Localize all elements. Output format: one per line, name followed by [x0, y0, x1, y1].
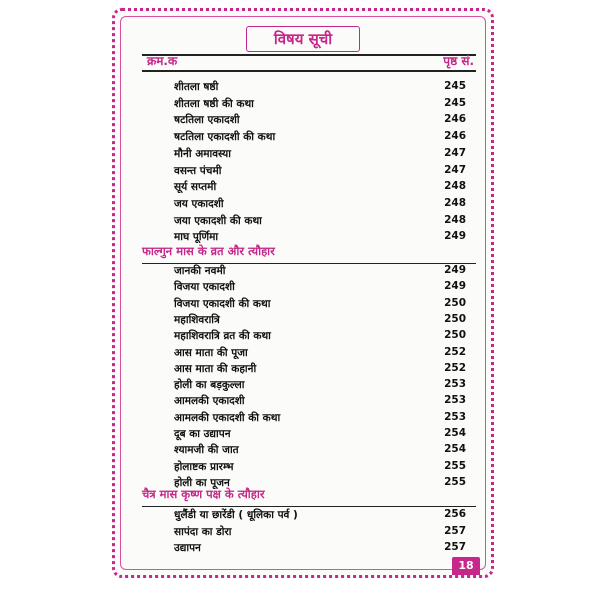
contents-row-title: आमलकी एकादशी की कथा [174, 411, 281, 424]
contents-row-title: शीतला षष्ठी की कथा [174, 97, 254, 110]
contents-row-page: 255 [444, 459, 466, 472]
contents-row-title: सापंदा का डोरा [174, 525, 232, 538]
contents-row-page: 252 [444, 361, 466, 374]
contents-row-title: माघ पूर्णिमा [174, 231, 219, 244]
contents-row-title: विजया एकादशी की कथा [174, 297, 271, 310]
page-title: विषय सूची [273, 30, 333, 48]
contents-row [174, 411, 466, 427]
contents-row-title: विजया एकादशी [174, 281, 235, 294]
contents-row-title: महाशिवरात्रि [174, 313, 220, 326]
contents-row-title: महाशिवरात्रि व्रत की कथा [174, 330, 271, 343]
contents-row-title: होली का बड़कुल्ला [174, 379, 245, 392]
contents-row-page: 250 [444, 296, 466, 309]
contents-row [174, 313, 466, 329]
contents-row-page: 257 [444, 524, 466, 537]
contents-row-page: 247 [444, 146, 466, 159]
contents-row-title: होलाष्टक प्रारम्भ [174, 460, 234, 473]
contents-row [174, 180, 466, 196]
contents-row-page: 248 [444, 196, 466, 209]
page-number-badge: 18 [452, 557, 480, 575]
contents-row [174, 80, 466, 96]
contents-row [174, 541, 466, 557]
contents-row [174, 113, 466, 129]
contents-row-page: 245 [444, 80, 466, 92]
contents-row [174, 508, 466, 524]
contents-row-title: जानकी नवमी [174, 265, 226, 277]
contents-row-page: 246 [444, 130, 466, 143]
contents-row-page: 253 [444, 378, 466, 391]
contents-row-page: 246 [444, 113, 466, 126]
contents-row-title: श्यामजी की जात [174, 444, 239, 457]
contents-row-page: 247 [444, 163, 466, 176]
contents-row-page: 245 [444, 96, 466, 109]
contents-row-page: 254 [444, 427, 466, 439]
contents-row-page: 249 [444, 280, 466, 293]
contents-row-page: 256 [444, 508, 466, 520]
contents-row [174, 525, 466, 541]
contents-row [174, 297, 466, 313]
contents-row-title: वसन्त पंचमी [174, 164, 222, 177]
section-rule-falgun [142, 263, 476, 264]
contents-row-title: होली का पूजन [174, 476, 230, 489]
section-heading-falgun: फाल्गुन मास के व्रत और त्यौहार [142, 244, 275, 258]
column-header-serial: क्रम.क [147, 54, 178, 68]
contents-row-title: सूर्य सप्तमी [174, 181, 217, 194]
contents-row-title: आस माता की कहानी [174, 362, 257, 375]
contents-row [174, 443, 466, 459]
contents-row [174, 264, 466, 280]
contents-row-page: 248 [444, 213, 466, 226]
contents-row-page: 253 [444, 394, 466, 407]
contents-row-title: जया एकादशी की कथा [174, 214, 262, 227]
contents-row-page: 255 [444, 475, 466, 488]
contents-row [174, 97, 466, 113]
contents-row [174, 362, 466, 378]
section-heading-chaitra: चैत्र मास कृष्ण पक्ष के त्यौहार [142, 487, 265, 501]
contents-row-title: आमलकी एकादशी [174, 395, 245, 408]
contents-row-title: उद्यापन [174, 542, 201, 554]
contents-row-title: आस माता की पूजा [174, 346, 248, 359]
contents-row-title: षटतिला एकादशी की कथा [174, 131, 276, 144]
contents-row-title: षटतिला एकादशी [174, 114, 240, 127]
header-rule-bottom [142, 70, 476, 72]
contents-row [174, 197, 466, 213]
contents-row-title: शीतला षष्ठी [174, 81, 219, 93]
contents-row [174, 164, 466, 180]
contents-row [174, 329, 466, 345]
contents-row-title: मौनी अमावस्या [174, 147, 231, 160]
contents-row [174, 280, 466, 296]
contents-row-page: 254 [444, 443, 466, 456]
contents-row-title: जय एकादशी [174, 197, 224, 210]
contents-row-title: दूब का उद्यापन [174, 428, 231, 440]
contents-row [174, 214, 466, 230]
contents-row [174, 147, 466, 163]
contents-row [174, 460, 466, 476]
contents-row-page: 250 [444, 312, 466, 325]
contents-row [174, 427, 466, 443]
contents-row-page: 249 [444, 230, 466, 243]
contents-row [174, 130, 466, 146]
contents-row [174, 346, 466, 362]
contents-row-title: धुलैंडी या छारेंडी ( धूलिका पर्व ) [174, 509, 298, 521]
contents-row-page: 253 [444, 410, 466, 423]
header-rule-top [142, 54, 476, 56]
contents-row-page: 250 [444, 329, 466, 342]
contents-row [174, 394, 466, 410]
contents-row-page: 252 [444, 345, 466, 358]
section-rule-chaitra [142, 506, 476, 507]
contents-row-page: 249 [444, 264, 466, 276]
contents-row-page: 257 [444, 541, 466, 553]
column-header-page: पृष्ठ सं. [443, 54, 474, 68]
contents-row-page: 248 [444, 180, 466, 193]
contents-row [174, 378, 466, 394]
